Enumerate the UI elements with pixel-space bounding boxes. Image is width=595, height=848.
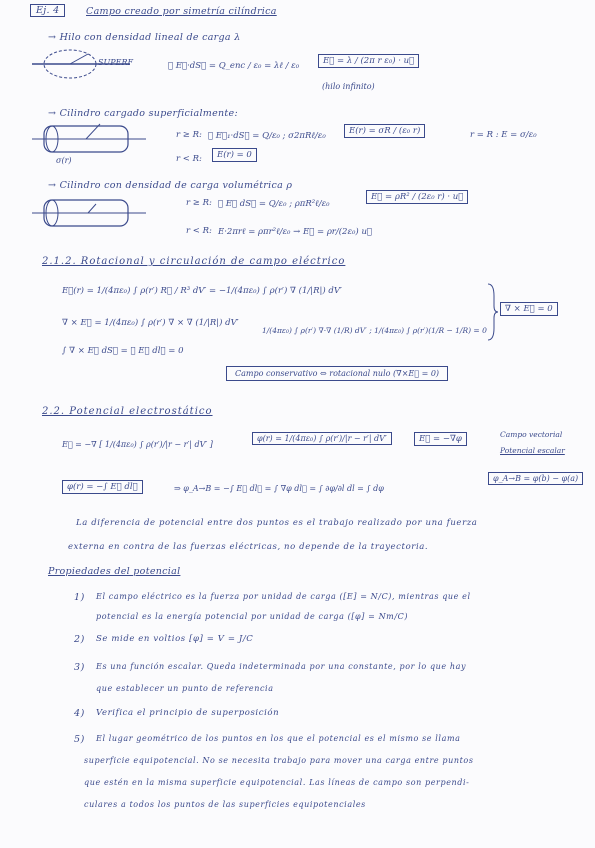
propiedades-title: Propiedades del potencial — [48, 566, 181, 577]
property-text: El campo eléctrico es la fuerza por unidad de carga ([E] = N/C), mientras que el — [96, 592, 471, 601]
property-text: Es una función escalar. Queda indeterminada por una constante, por lo que hay — [96, 662, 467, 671]
volumetrico-eq1-lhs: r ≥ R: — [186, 198, 212, 208]
property-text: que estén en la misma superficie equipotencial. Las líneas de campo son perpendi- — [84, 778, 470, 787]
volumetrico-eq1: ∮ E⃗ dS⃗ = Q/ε₀ ; ρπR²ℓ/ε₀ — [218, 199, 330, 209]
property-number: 4) — [74, 708, 85, 719]
page-title: Campo creado por simetría cilíndrica — [86, 6, 277, 17]
exercise-tag: Ej. 4 — [30, 4, 65, 17]
hilo-result: E⃗ = λ / (2π r ε₀) · u⃗ — [318, 54, 419, 68]
cilindro-eq1-extra: r = R : E = σ/ε₀ — [470, 130, 537, 140]
volumetrico-title: → Cilindro con densidad de carga volumétrica ρ — [48, 180, 293, 191]
property-text: culares a todos los puntos de las superficies equipotenciales — [84, 800, 366, 809]
side-note-potencial: Potencial escalar — [500, 446, 565, 455]
hilo-title: → Hilo con densidad lineal de carga λ — [48, 32, 241, 43]
section-212-eq1: E⃗(r) = 1/(4πε₀) ∫ ρ(r′) R⃗ / R³ dV′ = −1/(4πε₀) ∫ ρ(r′) ∇ (1/|R|) dV′ — [62, 286, 342, 296]
hilo-note: (hilo infinito) — [322, 82, 375, 91]
side-note-campo: Campo vectorial — [500, 430, 563, 439]
section-212-eq3: 1/(4πε₀) ∫ ρ(r′) ∇·∇ (1/R) dV′ ; 1/(4πε₀) ∫ ρ(r′)(1/R − 1/R) = 0 — [262, 326, 487, 335]
section-22-eq2-box: φ(r) = −∫ E⃗ dl⃗ — [62, 480, 143, 494]
property-number: 2) — [74, 634, 85, 645]
cilindro-eq1-result: E(r) = σR / (ε₀ r) — [344, 124, 425, 138]
cilindro-eq2-result: E(r) = 0 — [212, 148, 257, 162]
property-number: 3) — [74, 662, 85, 673]
volumetrico-eq2-lhs: r < R: — [186, 226, 212, 236]
property-text: El lugar geométrico de los puntos en los que el potencial es el mismo se llama — [96, 734, 461, 743]
section-212-conclusion: Campo conservativo ⇔ rotacional nulo (∇×E⃗ = 0) — [226, 366, 448, 381]
section-212-eq2: ∇ × E⃗ = 1/(4πε₀) ∫ ρ(r′) ∇ × ∇ (1/|R|) dV′ — [62, 318, 239, 328]
cilindro-eq2-lhs: r < R: — [176, 154, 202, 164]
section-22-eq2: ⇒ φ_A→B = −∫ E⃗ dl⃗ = ∫ ∇φ dl⃗ = ∫ ∂φ/∂l dl = ∫ dφ — [174, 484, 384, 493]
section-212-eq4: ∫ ∇ × E⃗ dS⃗ = ∮ E⃗ dl⃗ = 0 — [62, 346, 184, 356]
hilo-fig-label: SUPERF — [98, 58, 134, 67]
property-text: Verifica el principio de superposición — [96, 708, 280, 718]
property-text: superficie equipotencial. No se necesita trabajo para mover una carga entre puntos — [84, 756, 474, 765]
section-22-eq1-box: φ(r) = 1/(4πε₀) ∫ ρ(r′)/|r − r′| dV′ — [252, 432, 392, 445]
property-number: 1) — [74, 592, 85, 603]
cilindro-title: → Cilindro cargado superficialmente: — [48, 108, 238, 119]
section-22-eq1-box2: E⃗ = −∇φ — [414, 432, 467, 446]
hilo-gauss-eq: ∮ E⃗·dS⃗ = Q_enc / ε₀ = λℓ / ε₀ — [168, 61, 300, 71]
volumetrico-figure — [30, 196, 150, 232]
property-number: 5) — [74, 734, 85, 745]
cilindro-figure — [30, 120, 150, 160]
cilindro-eq1-lhs: r ≥ R: — [176, 130, 202, 140]
volumetrico-eq1-result: E⃗ = ρR² / (2ε₀ r) · u⃗ — [366, 190, 468, 204]
section-22-title: 2.2. Potencial electrostático — [42, 406, 213, 417]
section-212-boxed: ∇ × E⃗ = 0 — [500, 302, 558, 316]
section-212-title: 2.1.2. Rotacional y circulación de campo eléctrico — [42, 256, 346, 267]
property-text: que establecer un punto de referencia — [96, 684, 274, 693]
section-22-eq2-box2: φ_A→B = φ(b) − φ(a) — [488, 472, 583, 485]
property-text: potencial es la energía potencial por unidad de carga ([φ] = Nm/C) — [96, 612, 409, 621]
section-22-text2: externa en contra de las fuerzas eléctricas, no depende de la trayectoria. — [68, 542, 429, 552]
cilindro-label-r: σ(r) — [56, 156, 72, 165]
property-text: Se mide en voltios [φ] = V = J/C — [96, 634, 254, 644]
cilindro-eq1: ∮ E⃗₁·dS⃗ = Q/ε₀ ; σ2πRℓ/ε₀ — [208, 131, 326, 141]
section-212-brace — [486, 282, 498, 342]
section-22-eq1: E⃗ = −∇ [ 1/(4πε₀) ∫ ρ(r′)/|r − r′| dV′ ] — [62, 440, 213, 449]
volumetrico-eq2: E·2πrℓ = ρπr²ℓ/ε₀ → E⃗ = ρr/(2ε₀) u⃗ — [218, 227, 373, 237]
section-22-text1: La diferencia de potencial entre dos puntos es el trabajo realizado por una fuerza — [76, 518, 478, 528]
